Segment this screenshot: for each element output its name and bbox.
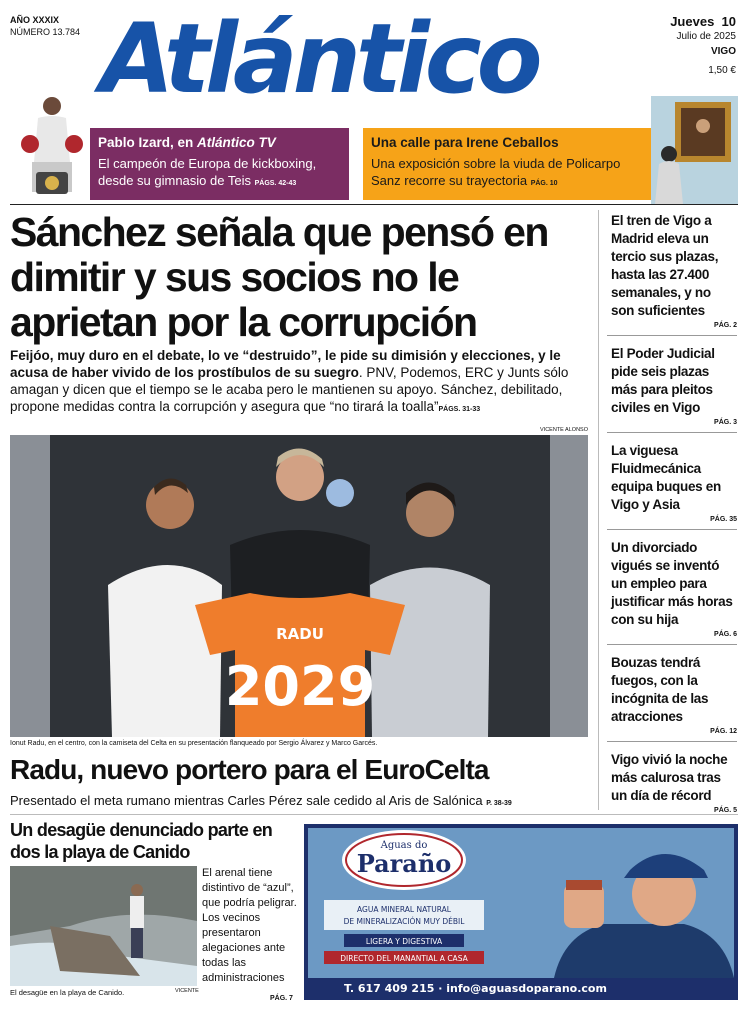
sidebar-briefs xyxy=(607,212,737,829)
radu-deck-text: Presentado el meta rumano mientras Carles Pérez sale cedido al Aris de Salónica xyxy=(10,793,483,808)
page-ref: PÁG. 12 xyxy=(710,728,737,735)
page-ref: P. 38-39 xyxy=(486,800,512,807)
lead-headline[interactable]: Sánchez señala que pensó en dimitir y sus socios no le aprietan por la corrupción xyxy=(10,209,548,345)
desague-text: El arenal tiene distintivo de “azul”, que podría peligrar. Los vecinos presentaron alegaciones ante todas las administraciones xyxy=(202,867,297,984)
radu-headline[interactable]: Radu, nuevo portero para el EuroCelta xyxy=(10,754,489,785)
ad-brand: Paraño xyxy=(356,849,452,878)
sidebar-item-poder-judicial[interactable] xyxy=(607,345,737,433)
ad-brand-top: Aguas do xyxy=(380,840,428,851)
page-ref: PÁGS. 31-33 xyxy=(438,406,481,413)
brief-title: Bouzas tendrá fuegos, con la incógnita de las atracciones xyxy=(611,655,709,724)
month-year: Julio de 2025 xyxy=(676,31,736,42)
boxer-photo xyxy=(10,92,94,204)
ad-line-3: LIGERA Y DIGESTIVA xyxy=(365,937,443,946)
ad-line-4: DIRECTO DEL MANANTIAL A CASA xyxy=(340,954,468,963)
promo-atlantico-tv[interactable] xyxy=(90,128,349,200)
divider xyxy=(10,204,738,205)
edition-info xyxy=(10,14,80,38)
photo-credit: VICENTE ALONSO xyxy=(540,427,588,433)
brief-title: Vigo vivió la noche más calurosa tras un día de récord xyxy=(611,752,728,803)
sidebar-item-noche-calurosa[interactable] xyxy=(607,751,737,820)
page-ref: PÁG. 2 xyxy=(714,322,737,329)
page-ref: PÁG. 7 xyxy=(270,995,293,1002)
page-ref: PÁGS. 42-43 xyxy=(254,180,297,187)
page-ref: PÁG. 35 xyxy=(710,516,737,523)
radu-presentation-photo[interactable] xyxy=(10,435,588,737)
city: VIGO xyxy=(710,46,736,57)
page-ref: PÁG. 10 xyxy=(530,180,558,187)
brief-title: El Poder Judicial pide seis plazas más para pleitos civiles en Vigo xyxy=(611,346,715,415)
ad-line-1: AGUA MINERAL NATURAL xyxy=(357,905,451,914)
sidebar-item-divorciado[interactable] xyxy=(607,539,737,645)
lead-deck-text: . PNV, Podemos, ERC y Junts sólo amagan y dicen que el tiempo se le acaba pero le mantienen su apoyo. Sánchez, debilitado, propone medidas contra la corrupción y asegura que “no tirará la toalla” xyxy=(10,365,569,414)
year-label: AÑO XXXIX xyxy=(10,15,60,25)
sidebar-item-tren[interactable] xyxy=(607,212,737,336)
radu-deck xyxy=(10,793,590,808)
desague-credit: VICENTE xyxy=(175,988,199,994)
column-divider xyxy=(598,210,599,810)
promo-irene-ceballos[interactable] xyxy=(363,128,651,200)
divider xyxy=(10,814,738,815)
lead-deck-bold: Feijóo, muy duro en el debate, lo ve “destruido”, le pide su dimisión y elecciones, y le acusa de haber vivido de los prostíbulos de su suegro xyxy=(10,348,561,380)
weekday: Jueves xyxy=(670,14,715,29)
photo-caption: Ionut Radu, en el centro, con la camiseta del Celta en su presentación flanqueado por Sergio Álvarez y Marco Garcés. xyxy=(10,740,378,747)
page-ref: PÁG. 6 xyxy=(714,631,737,638)
sidebar-item-fluidmecanica[interactable] xyxy=(607,442,737,530)
ad-contact[interactable]: T. 617 409 215 · info@aguasdoparano.com xyxy=(344,982,607,995)
shirt-name: RADU xyxy=(276,625,324,643)
aguas-parano-ad[interactable] xyxy=(304,824,738,1000)
day-number: 10 xyxy=(721,14,736,29)
desague-photo xyxy=(10,866,197,986)
promo-text: El campeón de Europa de kickboxing, desde su gimnasio de Teis xyxy=(98,156,317,188)
sidebar-item-bouzas[interactable] xyxy=(607,654,737,742)
promo-brand: Atlántico TV xyxy=(197,135,276,150)
promo-title: Una calle para Irene Ceballos xyxy=(371,135,559,150)
brief-title: La viguesa Fluidmecánica equipa buques en Vigo y Asia xyxy=(611,443,721,512)
page-ref: PÁG. 5 xyxy=(714,807,737,814)
price: 1,50 € xyxy=(708,65,736,76)
issue-number: NÚMERO 13.784 xyxy=(10,27,81,37)
desague-headline[interactable]: Un desagüe denunciado parte en dos la playa de Canido xyxy=(10,820,273,862)
lead-deck xyxy=(10,347,592,418)
brief-title: El tren de Vigo a Madrid eleva un tercio sus plazas, hasta las 27.400 semanales, y no son suficientes xyxy=(611,213,719,318)
exhibition-photo xyxy=(651,96,738,204)
brief-title: Un divorciado vigués se inventó un empleo para justificar más horas con su hija xyxy=(611,540,733,627)
newspaper-logo[interactable]: Atlántico xyxy=(100,3,538,115)
promo-text: Una exposición sobre la viuda de Policarpo Sanz recorre su trayectoria xyxy=(371,156,621,188)
shirt-number: 2029 xyxy=(224,655,376,718)
ad-line-2: DE MINERALIZACIÓN MUY DÉBIL xyxy=(343,917,465,926)
date-info xyxy=(670,14,736,78)
promo-title: Pablo Izard, en xyxy=(98,135,198,150)
desague-caption: El desagüe en la playa de Canido. xyxy=(10,988,125,997)
page-ref: PÁG. 3 xyxy=(714,419,737,426)
